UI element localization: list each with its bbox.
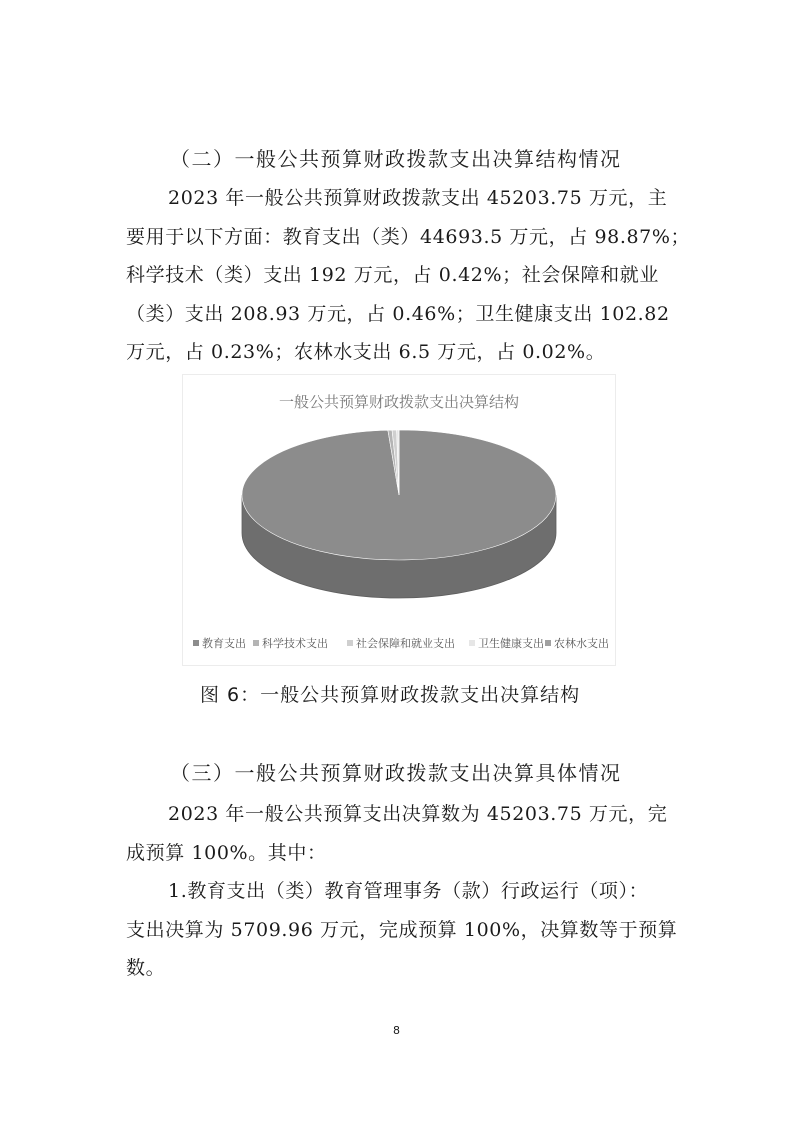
education-item-paragraph [126,872,686,988]
chart-title: 一般公共预算财政拨款支出决算结构 [278,393,520,411]
figure-caption: 图 6：一般公共预算财政拨款支出决算结构 [200,684,581,706]
paragraph-line: 支出决算为 5709.96 万元，完成预算 100%，决算数等于预算 [126,918,678,941]
chart-canvas [183,375,615,665]
legend-swatch-5 [545,640,551,646]
pie-slices [242,430,556,598]
paragraph-line: 万元，占 0.23%；农林水支出 6.5 万元，占 0.02%。 [126,341,606,363]
legend-label-3: 社会保障和就业支出 [356,637,455,650]
paragraph-line: 成预算 100%。其中： [126,841,327,864]
pie-chart [182,374,616,666]
paragraph-line: 要用于以下方面：教育支出（类）44693.5 万元，占 98.87%； [126,225,691,248]
legend-label-2: 科学技术支出 [262,637,328,650]
paragraph-line: 科学技术（类）支出 192 万元，占 0.42%；社会保障和就业 [126,264,659,286]
paragraph-line: 2023 年一般公共预算支出决算数为 45203.75 万元，完 [168,803,668,825]
legend-swatch-2 [253,640,259,646]
legend-label-4: 卫生健康支出 [478,637,544,650]
legend-swatch-3 [347,640,353,646]
legend-swatch-1 [193,640,199,646]
legend-label-1: 教育支出 [202,637,246,650]
page-number: 8 [393,1024,400,1037]
section-heading-details: （三）一般公共预算财政拨款支出决算具体情况 [170,761,622,785]
paragraph-line: 1.教育支出（类）教育管理事务（款）行政运行（项）： [168,880,649,902]
section-heading-structure: （二）一般公共预算财政拨款支出决算结构情况 [170,147,622,171]
legend-label-5: 农林水支出 [554,637,609,650]
structure-paragraph [126,179,691,372]
paragraph-line: （类）支出 208.93 万元，占 0.46%；卫生健康支出 102.82 [126,302,670,325]
paragraph-line: 数。 [126,957,166,979]
legend-swatch-4 [469,640,475,646]
paragraph-line: 2023 年一般公共预算财政拨款支出 45203.75 万元，主 [168,187,668,209]
details-paragraph [126,795,686,872]
chart-legend [193,636,609,650]
